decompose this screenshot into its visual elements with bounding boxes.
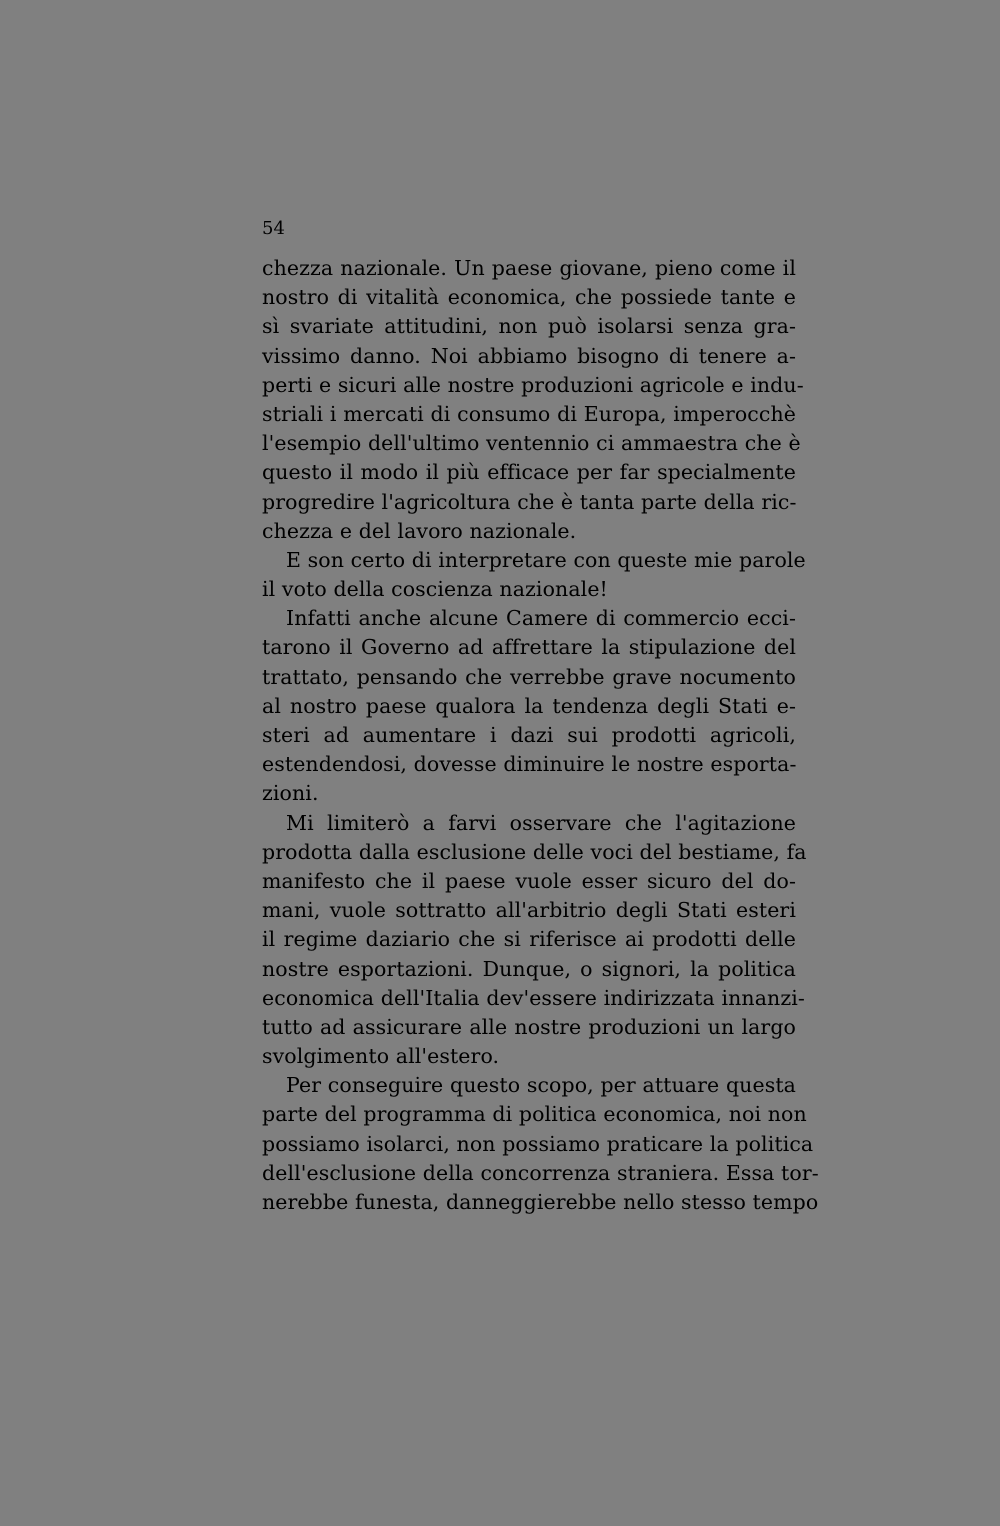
text-line: Per conseguire questo scopo, per attuare questa — [286, 1073, 796, 1098]
page-number: 54 — [262, 218, 285, 239]
text-line: striali i mercati di consumo di Europa, imperocchè — [262, 401, 796, 426]
text-line: tarono il Governo ad affrettare la stipulazione del — [262, 635, 796, 660]
text-line: chezza nazionale. Un paese giovane, pieno come il — [262, 256, 796, 280]
text-line: questo il modo il più efficace per far specialmente — [262, 460, 796, 485]
text-line: tutto ad assicurare alle nostre produzioni un largo — [262, 1014, 796, 1039]
text-line: zioni. — [262, 781, 319, 806]
text-line: Infatti anche alcune Camere di commercio ecci- — [286, 606, 796, 631]
text-line: prodotta dalla esclusione delle voci del bestiame, fa — [262, 839, 807, 864]
text-line: mani, vuole sottratto all'arbitrio degli Stati esteri — [262, 898, 796, 923]
text-line: nostre esportazioni. Dunque, o signori, la politica — [262, 956, 796, 981]
text-line: Mi limiterò a farvi osservare che l'agitazione — [286, 810, 796, 835]
text-line: steri ad aumentare i dazi sui prodotti agricoli, — [262, 723, 796, 747]
body-text — [262, 254, 819, 1217]
text-line: perti e sicuri alle nostre produzioni agricole e indu- — [262, 372, 804, 397]
text-line: manifesto che il paese vuole esser sicuro del do- — [262, 868, 796, 893]
text-line: estendendosi, dovesse diminuire le nostre esporta- — [262, 752, 797, 777]
text-line: sì svariate attitudini, non può isolarsi senza gra- — [262, 314, 796, 339]
text-line: E son certo di interpretare con queste mie parole — [286, 547, 806, 572]
text-line: il voto della coscienza nazionale! — [262, 577, 608, 602]
text-line: chezza e del lavoro nazionale. — [262, 518, 577, 543]
text-line: dell'esclusione della concorrenza straniera. Essa tor- — [262, 1160, 819, 1185]
text-line: l'esempio dell'ultimo ventennio ci ammaestra che è — [262, 431, 801, 456]
text-line: nerebbe funesta, danneggierebbe nello stesso tempo — [262, 1190, 819, 1214]
text-line: possiamo isolarci, non possiamo praticare la politica — [262, 1131, 814, 1156]
text-line: svolgimento all'estero. — [262, 1044, 500, 1069]
text-line: progredire l'agricoltura che è tanta parte della ric- — [262, 489, 797, 514]
text-line: parte del programma di politica economica, noi non — [262, 1102, 807, 1127]
text-line: economica dell'Italia dev'essere indirizzata innanzi- — [262, 985, 805, 1010]
text-line: nostro di vitalità economica, che possiede tante e — [262, 285, 796, 310]
text-line: vissimo danno. Noi abbiamo bisogno di tenere a- — [262, 343, 796, 368]
text-line: al nostro paese qualora la tendenza degli Stati e- — [262, 693, 796, 718]
text-line: trattato, pensando che verrebbe grave nocumento — [262, 664, 796, 689]
text-line: il regime daziario che si riferisce ai prodotti delle — [262, 927, 796, 952]
